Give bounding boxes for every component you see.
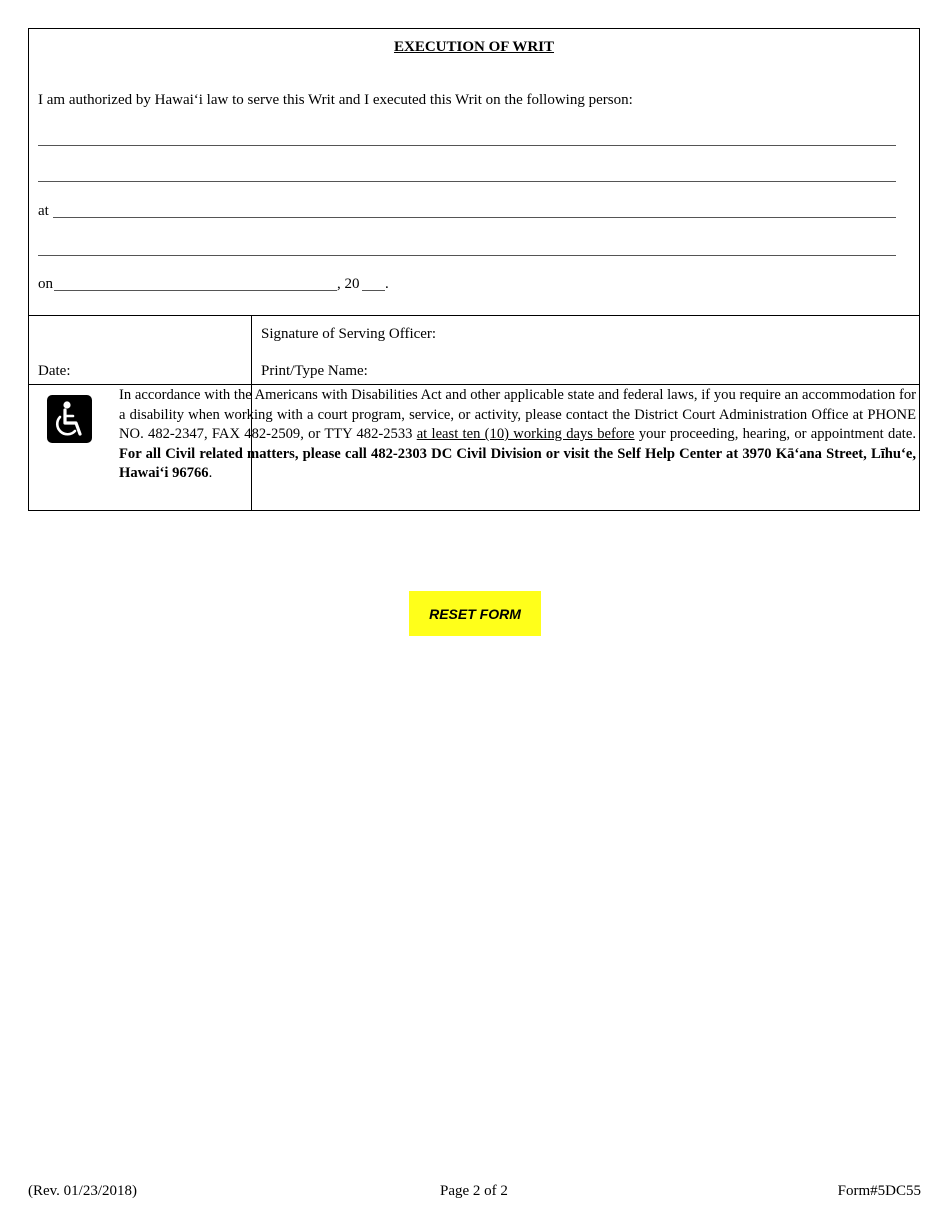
- ada-section-top: [29, 384, 919, 385]
- form-title: EXECUTION OF WRIT: [393, 39, 555, 55]
- year-prefix: , 20: [337, 276, 360, 292]
- location-line-2[interactable]: [38, 255, 896, 256]
- at-label: at: [38, 203, 49, 219]
- footer-revision: (Rev. 01/23/2018): [28, 1183, 138, 1199]
- footer-form-number: Form#5DC55: [837, 1183, 921, 1199]
- on-date-line[interactable]: [54, 290, 337, 291]
- person-line-1[interactable]: [38, 145, 896, 146]
- execution-of-writ-form: [28, 28, 920, 511]
- reset-form-button[interactable]: RESET FORM: [409, 591, 541, 636]
- location-line-1[interactable]: [53, 217, 896, 218]
- ada-deadline-underlined: at least ten (10) working days before: [416, 426, 635, 442]
- civil-contact-bold: For all Civil related matters, please call 482-2303 DC Civil Division or visit the Self Help Center at 3970 Kā‘ana Street, Līhu‘e, Hawai‘i 96766: [119, 445, 916, 481]
- ada-text-part2: your proceeding, hearing, or appointment date.: [634, 426, 916, 442]
- date-label: Date:: [38, 363, 71, 379]
- on-label: on: [38, 276, 53, 292]
- officer-signature-label: Signature of Serving Officer:: [261, 326, 437, 342]
- print-name-label: Print/Type Name:: [261, 363, 368, 379]
- footer-page-number: Page 2 of 2: [440, 1183, 508, 1199]
- person-line-2[interactable]: [38, 181, 896, 182]
- wheelchair-icon: [47, 395, 92, 443]
- intro-text: I am authorized by Hawai‘i law to serve this Writ and I executed this Writ on the following person:: [38, 92, 633, 108]
- signature-section-top: [29, 315, 919, 316]
- year-period: .: [385, 276, 389, 292]
- year-line[interactable]: [362, 290, 385, 291]
- ada-text-part1: In accordance with the Americans with Disabilities Act and other applicable state and federal laws, if you require an accommodation for a disability when working with a court program, service, or activity, please contact the District Court Administration Office at PHONE NO. 482-2347, FAX 482-2509, or TTY 482-2533: [119, 387, 916, 442]
- ada-text-end: .: [208, 465, 213, 481]
- ada-notice: [119, 386, 916, 484]
